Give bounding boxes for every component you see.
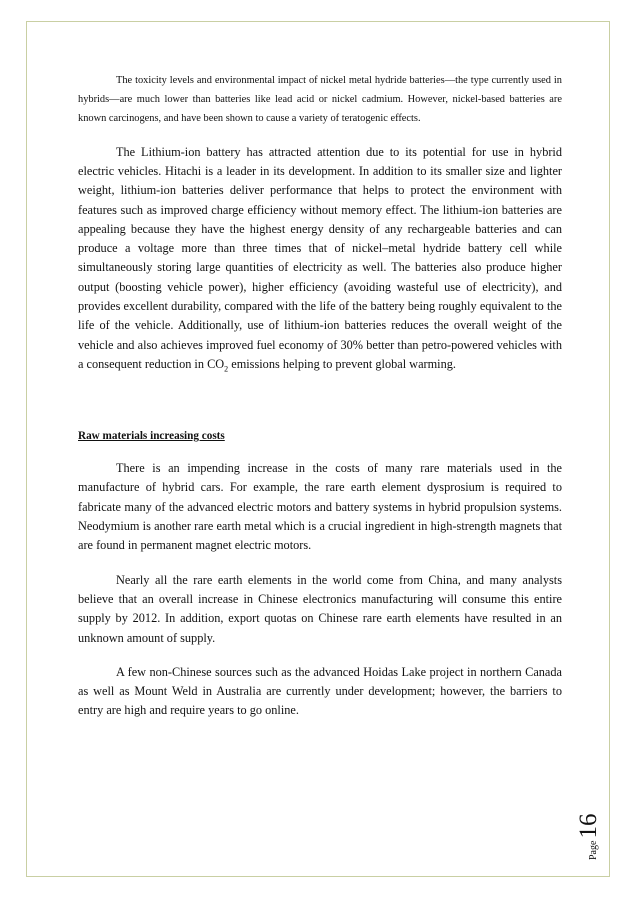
section-heading-raw-materials: Raw materials increasing costs bbox=[78, 430, 225, 443]
co2-subscript: 2 bbox=[224, 364, 229, 374]
paragraph-lithium-ion-text: The Lithium-ion battery has attracted attention due to its potential for use in hybrid electric vehicles. Hitachi is a leader in its development. In addition to its smaller size and lighter weight, lithium-ion batteries deliver performance that helps to protect the environment with features such as improved charge efficiency without memory effect. The lithium-ion batteries are appealing because they have the highest energy density of any rechargeable batteries and can produce a voltage more than three times that of nickel–metal hydride battery cell while simultaneously storing large quantities of electricity as well. The batteries also produce higher output (boosting vehicle power), higher efficiency (avoiding wasteful use of electricity), and provides excellent durability, compared with the life of the battery being roughly equivalent to the life of the vehicle. Additionally, use of lithium-ion batteries reduces the overall weight of the vehicle and also achieves improved fuel economy of 30% better than petro-powered vehicles with a consequent reduction in CO bbox=[78, 144, 562, 371]
section-gap bbox=[78, 389, 562, 427]
page-label: Page bbox=[588, 840, 599, 860]
page-number-value: 16 bbox=[575, 813, 602, 839]
page-number bbox=[575, 814, 603, 860]
paragraph-rare-materials: There is an impending increase in the costs of many rare materials used in the manufacture of hybrid cars. For example, the rare earth element dysprosium is required to fabricate many of the advanced electric motors and battery systems in hybrid propulsion systems. Neodymium is another rare earth metal which is a crucial ingredient in high-strength magnets that are found in permanent magnet electric motors. bbox=[78, 461, 562, 553]
paragraph-lithium-ion-text-end: emissions helping to prevent global warming. bbox=[228, 356, 456, 371]
paragraph-china-supply: Nearly all the rare earth elements in the world come from China, and many analysts believe that an overall increase in Chinese electronics manufacturing will consume this entire supply by 2012. In addition, export quotas on Chinese rare earth elements have resulted in an unknown amount of supply. bbox=[78, 572, 562, 645]
paragraph-non-chinese-sources: A few non-Chinese sources such as the advanced Hoidas Lake project in northern Canada as well as Mount Weld in Australia are currently under development; however, the barriers to entry are high and require years to go online. bbox=[78, 664, 562, 718]
document-body bbox=[78, 71, 562, 736]
paragraph-lithium-ion bbox=[78, 143, 562, 375]
paragraph-nimh-toxicity: The toxicity levels and environmental impact of nickel metal hydride batteries—the type currently used in hybrids—are much lower than batteries like lead acid or nickel cadmium. However, nickel-based batteries are known carcinogens, and have been shown to cause a variety of teratogenic effects. bbox=[78, 75, 562, 125]
